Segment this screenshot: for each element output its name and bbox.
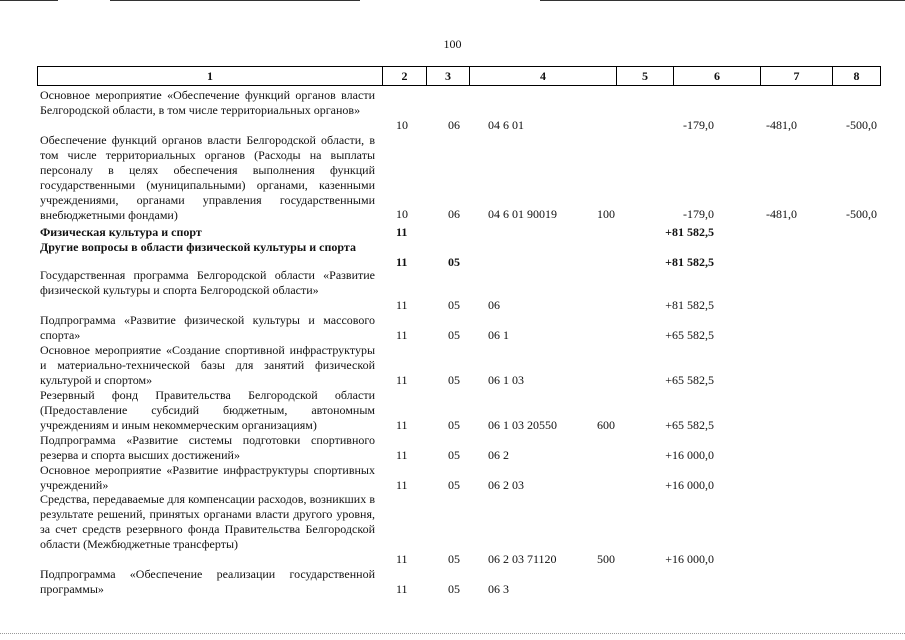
target-article-code: 06 1 03 20550: [488, 418, 557, 432]
row-description: Физическая культура и спорт: [40, 225, 202, 239]
subsection-code: 05: [448, 373, 460, 387]
page-number: 100: [443, 37, 462, 51]
amount-col-6: +81 582,5: [665, 255, 714, 269]
subsection-code: 05: [448, 478, 460, 492]
row-description: Подпрограмма «Обеспечение реализации государственной программы»: [40, 567, 375, 596]
subsection-code: 05: [448, 582, 460, 596]
amount-col-7: -481,0: [766, 118, 797, 132]
subsection-code: 05: [448, 552, 460, 566]
header-col-3: 3: [427, 67, 470, 85]
amount-col-6: -179,0: [683, 207, 714, 221]
target-article-code: 06 2: [488, 448, 509, 462]
target-article-code: 06 2 03 71120: [488, 552, 557, 566]
amount-col-6: +65 582,5: [665, 418, 714, 432]
section-code: 11: [396, 582, 408, 596]
row-description: Средства, передаваемые для компенсации расходов, возникших в результате решений, принятых органами власти другого уровня, за счет средств резервного фонда Правительства Белгородской области (Межбюджетные трансферты): [40, 492, 375, 551]
amount-col-6: +16 000,0: [665, 478, 714, 492]
header-col-5: 5: [617, 67, 674, 85]
expense-type-code: 600: [597, 418, 615, 432]
section-code: 10: [396, 207, 408, 221]
section-code: 11: [396, 418, 408, 432]
section-code: 11: [396, 328, 408, 342]
subsection-code: 05: [448, 298, 460, 312]
expense-type-code: 500: [597, 552, 615, 566]
header-col-2: 2: [383, 67, 427, 85]
section-code: 11: [396, 298, 408, 312]
row-description: Основное мероприятие «Развитие инфраструктуры спортивных учреждений»: [40, 463, 375, 492]
row-description: Государственная программа Белгородской области «Развитие физической культуры и спорта Белгородской области»: [40, 268, 375, 297]
amount-col-8: -500,0: [846, 118, 877, 132]
top-border-segment: [110, 0, 360, 1]
amount-col-8: -500,0: [846, 207, 877, 221]
subsection-code: 06: [448, 118, 460, 132]
header-col-7: 7: [761, 67, 833, 85]
subsection-code: 05: [448, 255, 460, 269]
section-code: 11: [396, 255, 408, 269]
target-article-code: 06 1 03: [488, 373, 524, 387]
header-col-1: 1: [38, 67, 383, 85]
top-border-segment: [540, 0, 905, 1]
section-code: 11: [396, 552, 408, 566]
section-code: 11: [396, 225, 408, 239]
row-description: Резервный фонд Правительства Белгородской области (Предоставление субсидий бюджетным, автономным учреждениям и иным некоммерческим организациям): [40, 388, 375, 432]
row-description: Подпрограмма «Развитие системы подготовки спортивного резерва и спорта высших достижений»: [40, 433, 375, 462]
target-article-code: 04 6 01: [488, 118, 524, 132]
target-article-code: 06 3: [488, 582, 509, 596]
header-col-8: 8: [853, 69, 860, 83]
row-description: Основное мероприятие «Обеспечение функций органов власти Белгородской области, в том числе территориальных органов»: [40, 88, 375, 117]
section-code: 11: [396, 478, 408, 492]
subsection-code: 05: [448, 328, 460, 342]
amount-col-6: +81 582,5: [665, 298, 714, 312]
subsection-code: 05: [448, 448, 460, 462]
target-article-code: 04 6 01 90019: [488, 207, 557, 221]
row-description: Другие вопросы в области физической культуры и спорта: [40, 240, 356, 254]
row-description: Обеспечение функций органов власти Белгородской области, в том числе территориальных органов (Расходы на выплаты персоналу в целях обеспечения выполнения функций государственными (муниципальными) органами, казенными учреждениями, органами управления государственными внебюджетными фондами): [40, 133, 375, 222]
section-code: 11: [396, 373, 408, 387]
amount-col-7: -481,0: [766, 207, 797, 221]
target-article-code: 06 2 03: [488, 478, 524, 492]
header-col-4: 4: [470, 67, 617, 85]
amount-col-6: +65 582,5: [665, 328, 714, 342]
subsection-code: 05: [448, 418, 460, 432]
amount-col-6: +81 582,5: [665, 225, 714, 239]
section-code: 11: [396, 448, 408, 462]
top-border-segment: [0, 0, 58, 1]
table-header: [37, 66, 881, 86]
subsection-code: 06: [448, 207, 460, 221]
amount-col-6: +16 000,0: [665, 552, 714, 566]
target-article-code: 06: [488, 298, 500, 312]
amount-col-6: +65 582,5: [665, 373, 714, 387]
section-code: 10: [396, 118, 408, 132]
row-description: Подпрограмма «Развитие физической культуры и массового спорта»: [40, 313, 375, 342]
header-col-6: 6: [674, 67, 761, 85]
bottom-scan-edge: [0, 633, 905, 635]
expense-type-code: 100: [597, 207, 615, 221]
row-description: Основное мероприятие «Создание спортивной инфраструктуры и материально-технической базы для занятий физической культурой и спортом»: [40, 343, 375, 387]
target-article-code: 06 1: [488, 328, 509, 342]
amount-col-6: -179,0: [683, 118, 714, 132]
amount-col-6: +16 000,0: [665, 448, 714, 462]
